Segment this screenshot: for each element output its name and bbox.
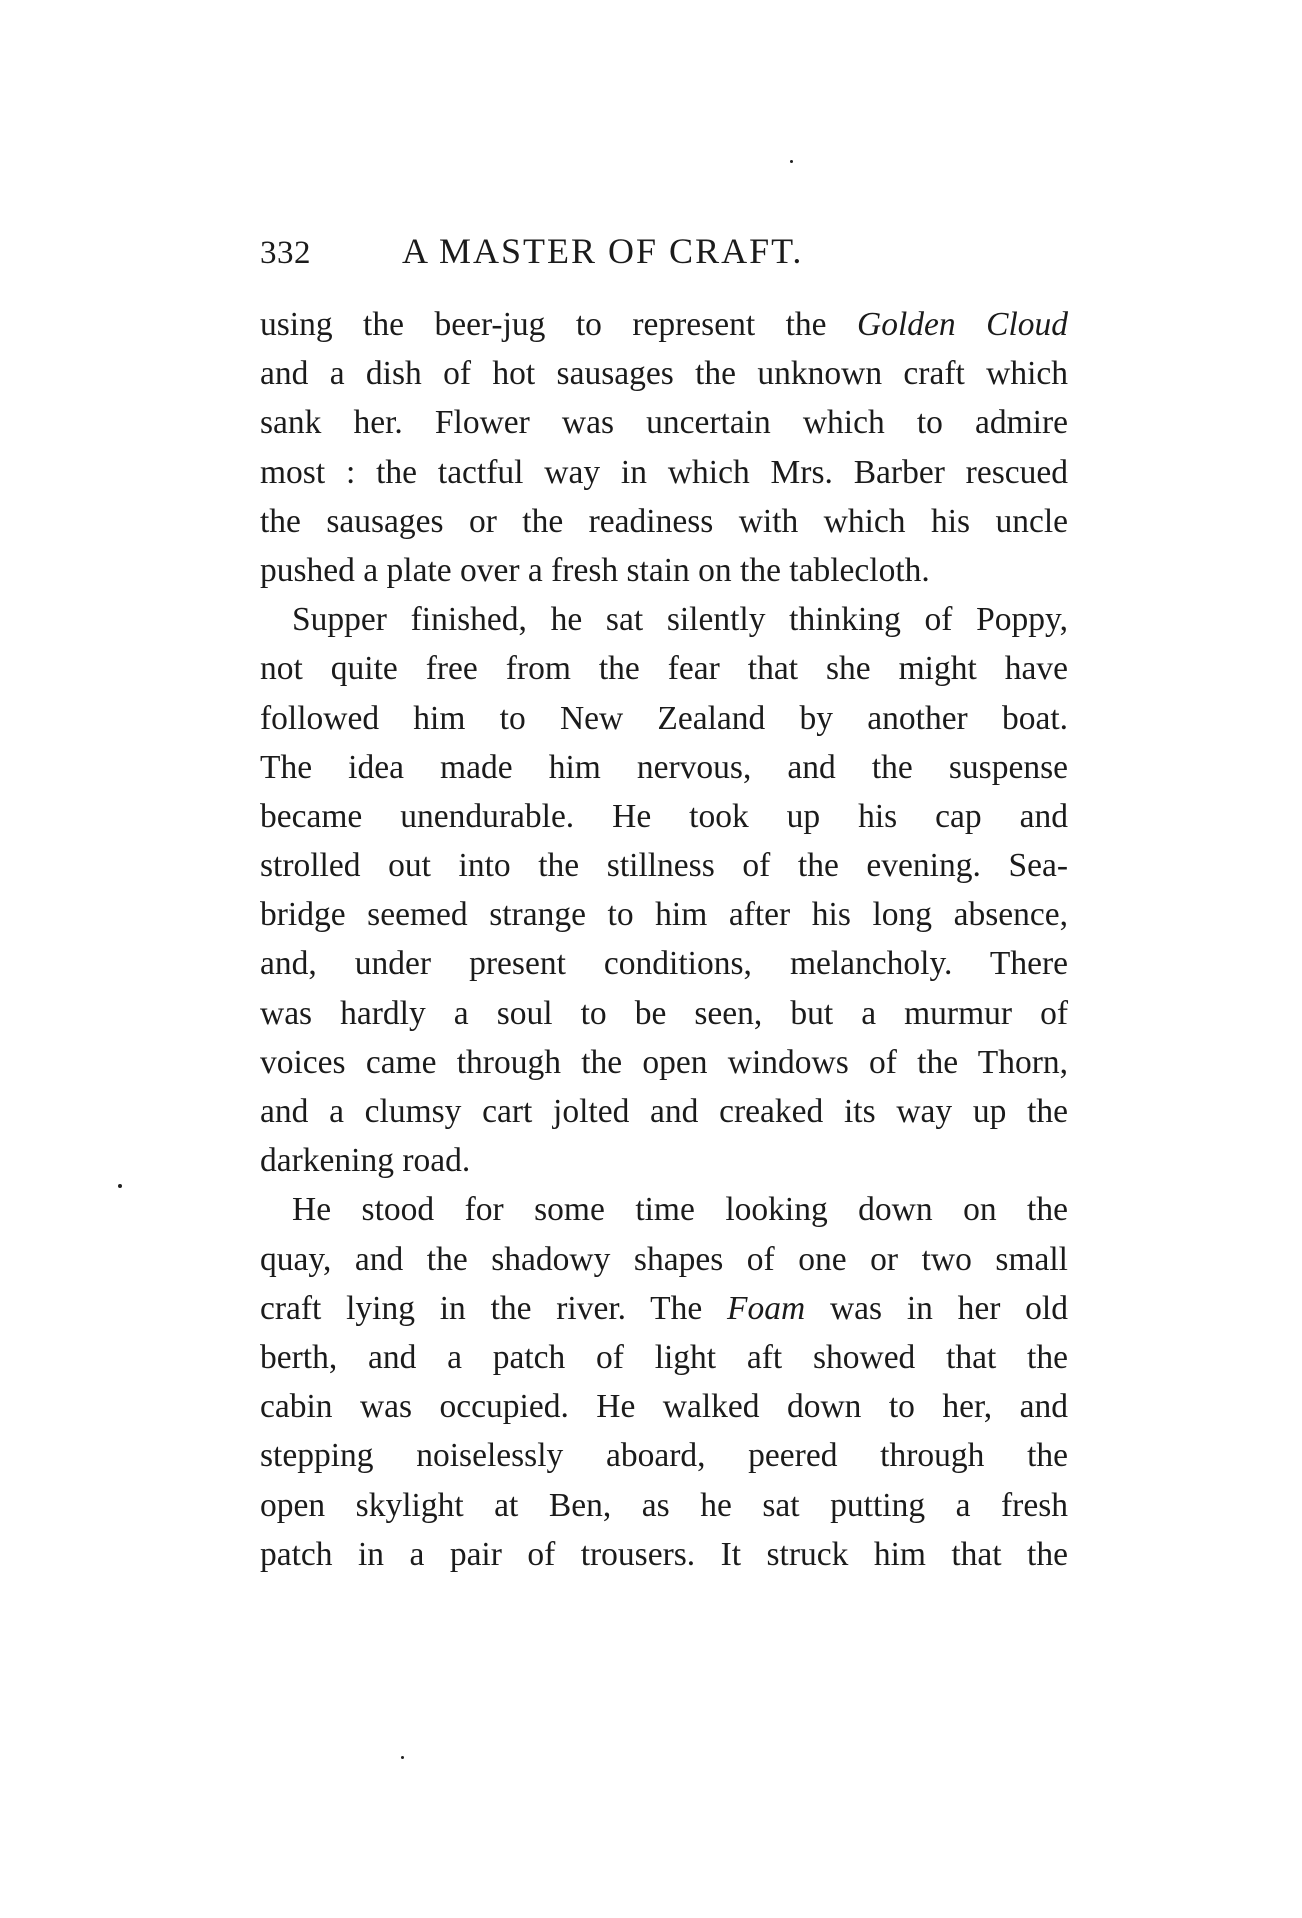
text-run: became unendurable. He took up his cap and [260,797,1068,835]
text-run: and a dish of hot sausages the unknown craft which [260,355,1068,393]
text-line [260,349,1068,398]
text-line [260,1333,1068,1382]
text-run: using the beer-jug to represent the [260,306,858,343]
text-line [260,743,1068,792]
text-line [260,1382,1068,1431]
text-line [260,398,1068,447]
text-run: quay, and the shadowy shapes of one or two small [260,1240,1068,1278]
text-line [260,1185,1068,1234]
text-line [260,644,1068,693]
text-line [260,1038,1068,1087]
text-line [260,1431,1068,1480]
text-line [260,989,1068,1038]
body-text [260,300,1068,1579]
text-run: strolled out into the stillness of the evening. Sea- [260,847,1068,885]
text-line [260,595,1068,644]
text-run: sank her. Flower was uncertain which to admire [260,404,1068,442]
text-run: cabin was occupied. He walked down to her, and [260,1388,1068,1426]
text-run: most : the tactful way in which Mrs. Barber rescued [260,453,1068,491]
text-line [260,448,1068,497]
text-run: bridge seemed strange to him after his long absence, [260,896,1068,934]
text-line [260,497,1068,546]
page-number: 332 [260,235,311,271]
paragraph [260,595,1068,1185]
text-run: voices came through the open windows of the Thorn, [260,1043,1068,1081]
text-run: craft lying in the river. The [260,1289,728,1327]
text-run: and a clumsy cart jolted and creaked its way up the [260,1093,1068,1130]
paragraph [260,300,1068,595]
text-run: was hardly a soul to be seen, but a murmur of [260,994,1068,1032]
text-run: The idea made him nervous, and the suspense [260,748,1068,786]
text-run: Supper finished, he sat silently thinking of Poppy, [292,601,1068,639]
text-line [260,1136,1068,1185]
text-run: pushed a plate over a fresh stain on the tablecloth. [260,551,930,589]
text-run: followed him to New Zealand by another boat. [260,699,1068,737]
text-run: darkening road. [260,1142,471,1180]
text-run: stepping noiselessly aboard, peered through the [260,1437,1068,1475]
ink-speck [401,1756,404,1759]
ink-speck [118,1184,122,1188]
text-line [260,890,1068,939]
text-line [260,300,1068,349]
text-line [260,1284,1068,1333]
text-line [260,546,1068,595]
text-line [260,694,1068,743]
text-run: and, under present conditions, melancholy. There [260,945,1068,983]
text-line [260,792,1068,841]
ink-speck [790,160,793,163]
running-title: A MASTER OF CRAFT. [402,231,804,271]
text-run: was in her old [805,1289,1068,1327]
page-header [260,230,1080,290]
text-run: He stood for some time looking down on the [292,1191,1068,1229]
text-line [260,1530,1068,1579]
text-line [260,1235,1068,1284]
text-run: patch in a pair of trousers. It struck him that the [260,1535,1068,1573]
italic-title: Foam [727,1289,806,1327]
text-line [260,841,1068,890]
text-run: the sausages or the readiness with which his uncle [260,502,1068,540]
paragraph [260,1185,1068,1579]
italic-title: Golden Cloud [857,306,1069,343]
text-line [260,939,1068,988]
text-run: berth, and a patch of light aft showed that the [260,1338,1068,1376]
text-run: open skylight at Ben, as he sat putting a fresh [260,1486,1068,1524]
text-line [260,1481,1068,1530]
text-run: not quite free from the fear that she might have [260,650,1068,688]
text-line [260,1087,1068,1136]
